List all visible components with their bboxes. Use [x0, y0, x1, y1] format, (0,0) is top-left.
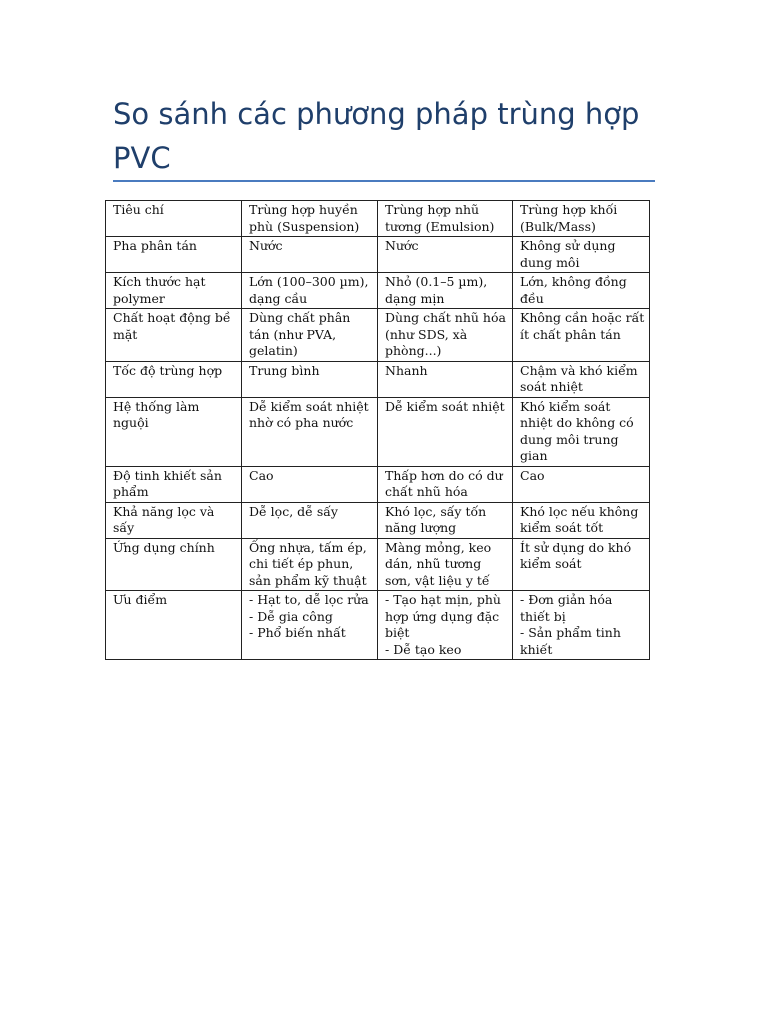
header-cell-suspension: Trùng hợp huyền phù (Suspension)	[242, 201, 378, 237]
table-row	[106, 502, 650, 538]
table-cell: Không cần hoặc rất ít chất phân tán	[513, 309, 650, 362]
table-cell: Cao	[242, 466, 378, 502]
table-cell: Nhỏ (0.1–5 µm), dạng mịn	[378, 273, 513, 309]
table-cell: Dùng chất phân tán (như PVA, gelatin)	[242, 309, 378, 362]
header-cell-emulsion: Trùng hợp nhũ tương (Emulsion)	[378, 201, 513, 237]
table-cell: Thấp hơn do có dư chất nhũ hóa	[378, 466, 513, 502]
table-cell: Hệ thống làm nguội	[106, 397, 242, 466]
table-cell: Lớn, không đồng đều	[513, 273, 650, 309]
header-cell-bulk: Trùng hợp khối (Bulk/Mass)	[513, 201, 650, 237]
table-header-row	[106, 201, 650, 237]
table-row	[106, 273, 650, 309]
table-cell: Nhanh	[378, 361, 513, 397]
table-cell: Pha phân tán	[106, 237, 242, 273]
comparison-table	[105, 200, 650, 660]
table-cell: Chất hoạt động bề mặt	[106, 309, 242, 362]
table-row	[106, 309, 650, 362]
table-cell: - Tạo hạt mịn, phù hợp ứng dụng đặc biệt - Dễ tạo keo	[378, 591, 513, 660]
table-cell: Khó lọc, sấy tốn năng lượng	[378, 502, 513, 538]
table-row	[106, 361, 650, 397]
table-cell: Ống nhựa, tấm ép, chi tiết ép phun, sản phẩm kỹ thuật	[242, 538, 378, 591]
table-row	[106, 591, 650, 660]
table-cell: Cao	[513, 466, 650, 502]
table-cell: Độ tinh khiết sản phẩm	[106, 466, 242, 502]
table-cell: Màng mỏng, keo dán, nhũ tương sơn, vật liệu y tế	[378, 538, 513, 591]
table-cell: Dễ kiểm soát nhiệt nhờ có pha nước	[242, 397, 378, 466]
table-cell: - Hạt to, dễ lọc rửa - Dễ gia công - Phổ biến nhất	[242, 591, 378, 660]
title-underline	[113, 180, 655, 182]
table-cell: Tốc độ trùng hợp	[106, 361, 242, 397]
table-row	[106, 237, 650, 273]
table-cell: Kích thước hạt polymer	[106, 273, 242, 309]
table-cell: Dễ kiểm soát nhiệt	[378, 397, 513, 466]
table-cell: Khó kiểm soát nhiệt do không có dung môi trung gian	[513, 397, 650, 466]
table-row	[106, 397, 650, 466]
header-cell-criteria: Tiêu chí	[106, 201, 242, 237]
table-cell: Dùng chất nhũ hóa (như SDS, xà phòng...)	[378, 309, 513, 362]
table-cell: Nước	[242, 237, 378, 273]
table-cell: Ít sử dụng do khó kiểm soát	[513, 538, 650, 591]
table-cell: - Đơn giản hóa thiết bị - Sản phẩm tinh khiết	[513, 591, 650, 660]
table-cell: Nước	[378, 237, 513, 273]
table-cell: Lớn (100–300 µm), dạng cầu	[242, 273, 378, 309]
table-cell: Chậm và khó kiểm soát nhiệt	[513, 361, 650, 397]
table-row	[106, 466, 650, 502]
table-cell: Khả năng lọc và sấy	[106, 502, 242, 538]
table-cell: Ưu điểm	[106, 591, 242, 660]
table-cell: Ứng dụng chính	[106, 538, 242, 591]
page-title: So sánh các phương pháp trùng hợp PVC	[113, 97, 640, 175]
table-cell: Trung bình	[242, 361, 378, 397]
table-cell: Dễ lọc, dễ sấy	[242, 502, 378, 538]
table-cell: Khó lọc nếu không kiểm soát tốt	[513, 502, 650, 538]
table-row	[106, 538, 650, 591]
table-cell: Không sử dụng dung môi	[513, 237, 650, 273]
